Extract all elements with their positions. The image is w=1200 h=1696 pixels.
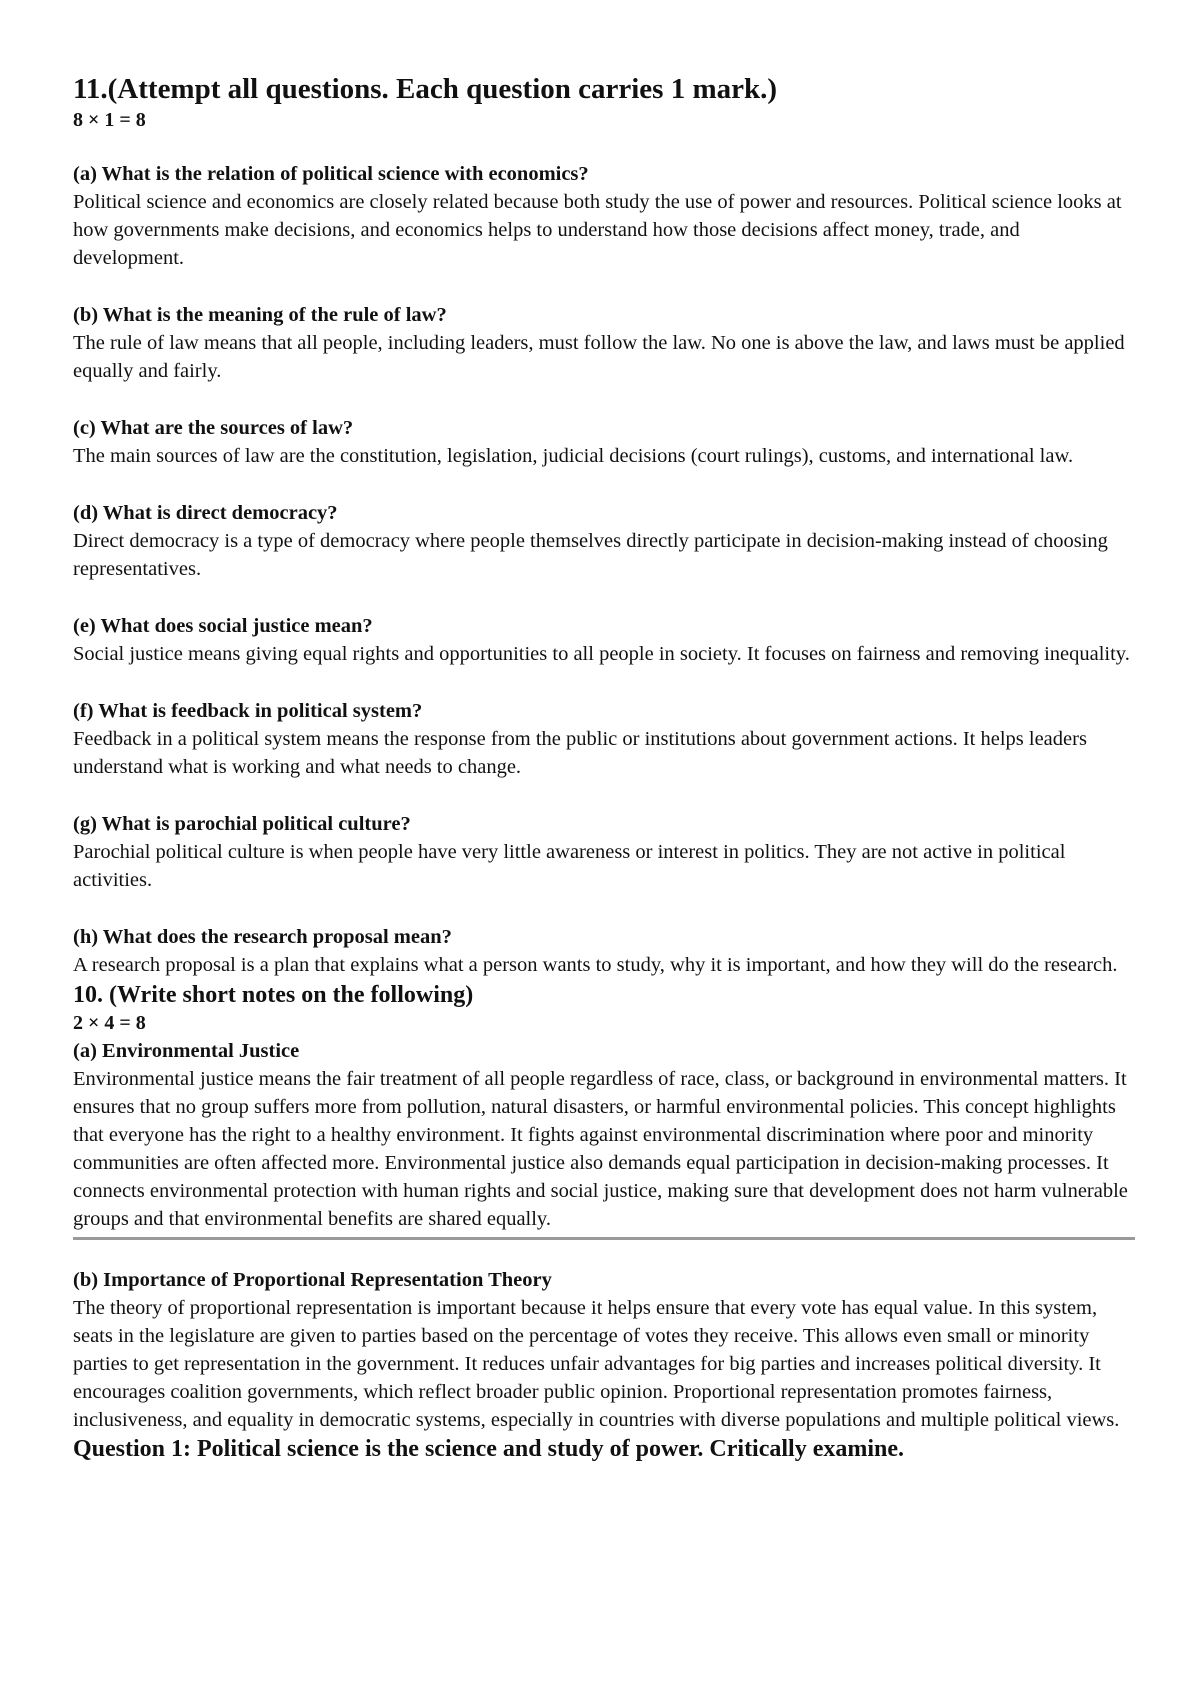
answer-text: Social justice means giving equal rights and opportunities to all people in society. It focuses on fairness and removing inequality. — [73, 643, 1130, 665]
question-item — [73, 697, 1133, 781]
note-item — [73, 1266, 1133, 1434]
document-page — [73, 72, 1133, 1464]
answer-text: The main sources of law are the constitution, legislation, judicial decisions (court rulings), customs, and international law. — [73, 445, 1074, 467]
question-text: (h) What does the research proposal mean? — [73, 926, 452, 948]
question-item — [73, 810, 1133, 894]
question-item — [73, 160, 1133, 272]
section-marks: 2 × 4 = 8 — [73, 1012, 146, 1034]
answer-text: A research proposal is a plan that explains what a person wants to study, why it is important, and how they will do the research. — [73, 954, 1118, 976]
section-heading: 10. (Write short notes on the following) — [73, 982, 474, 1008]
answer-text: Direct democracy is a type of democracy where people themselves directly participate in decision-making instead of choosing representatives. — [73, 530, 1108, 580]
question-text: (b) What is the meaning of the rule of law? — [73, 304, 447, 326]
question-item — [73, 414, 1133, 470]
long-question-heading: Question 1: Political science is the science and study of power. Critically examine. — [73, 1436, 905, 1462]
question-text: (f) What is feedback in political system? — [73, 700, 423, 722]
section-heading: 11.(Attempt all questions. Each question carries 1 mark.) — [73, 73, 778, 105]
answer-text: Parochial political culture is when people have very little awareness or interest in politics. They are not active in political activities. — [73, 841, 1066, 891]
question-text: (d) What is direct democracy? — [73, 502, 338, 524]
note-item — [73, 1037, 1133, 1233]
section-short-questions — [73, 72, 1133, 979]
note-text: The theory of proportional representation is important because it helps ensure that every vote has equal value. In this system, seats in the legislature are given to parties based on the percentage of votes they receive. This allows even small or minority parties to get representation in the government. It reduces unfair advantages for big parties and increases political diversity. It encourages coalition governments, which reflect broader public opinion. Proportional representation promotes fairness, inclusiveness, and equality in democratic systems, especially in countries with diverse populations and multiple political views. — [73, 1297, 1120, 1431]
note-title: (a) Environmental Justice — [73, 1040, 300, 1062]
horizontal-divider — [73, 1237, 1135, 1240]
answer-text: The rule of law means that all people, including leaders, must follow the law. No one is above the law, and laws must be applied equally and fairly. — [73, 332, 1125, 382]
note-title: (b) Importance of Proportional Representation Theory — [73, 1269, 552, 1291]
section-marks: 8 × 1 = 8 — [73, 109, 146, 131]
section-short-notes — [73, 981, 1133, 1434]
note-text: Environmental justice means the fair treatment of all people regardless of race, class, or background in environmental matters. It ensures that no group suffers more from pollution, natural disasters, or harmful environmental policies. This concept highlights that everyone has the right to a healthy environment. It fights against environmental discrimination where poor and minority communities are often affected more. Environmental justice also demands equal participation in decision-making processes. It connects environmental protection with human rights and social justice, making sure that development does not harm vulnerable groups and that environmental benefits are shared equally. — [73, 1068, 1128, 1230]
question-text: (g) What is parochial political culture? — [73, 813, 411, 835]
question-text: (e) What does social justice mean? — [73, 615, 373, 637]
question-text: (c) What are the sources of law? — [73, 417, 354, 439]
question-item — [73, 612, 1133, 668]
question-item — [73, 301, 1133, 385]
question-text: (a) What is the relation of political science with economics? — [73, 163, 589, 185]
answer-text: Political science and economics are closely related because both study the use of power and resources. Political science looks at how governments make decisions, and economics helps to understand how those decisions affect money, trade, and development. — [73, 191, 1122, 269]
answer-text: Feedback in a political system means the response from the public or institutions about government actions. It helps leaders understand what is working and what needs to change. — [73, 728, 1087, 778]
question-item — [73, 499, 1133, 583]
question-item — [73, 923, 1133, 979]
